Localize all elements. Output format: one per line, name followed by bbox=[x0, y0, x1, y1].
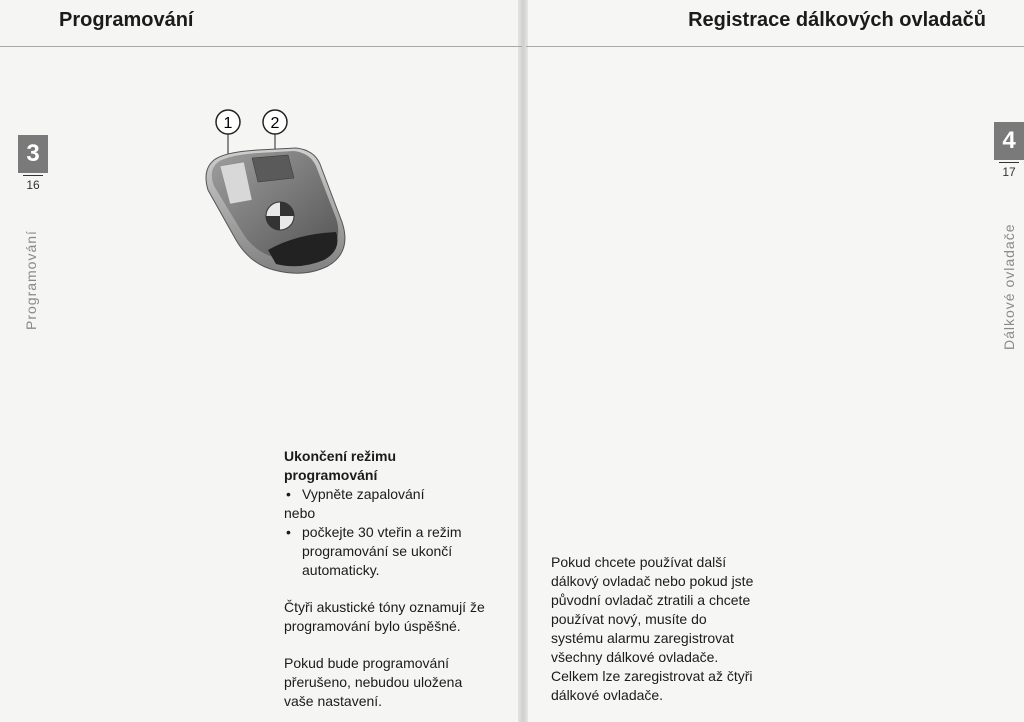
or-text: nebo bbox=[284, 505, 316, 521]
section-heading: Ukončení režimu programování bbox=[284, 448, 397, 483]
success-paragraph: Čtyři akustické tóny oznamují že programování bylo úspěšné. bbox=[284, 599, 485, 634]
left-tab-divider bbox=[23, 175, 43, 176]
registration-paragraph: Pokud chcete používat další dálkový ovladač nebo pokud jste původní ovladač ztratili a chcete používat nový, musíte do systému alarmu zaregistrovat všechny dálkové ovladače. Celkem lze zaregistrovat až čtyři dálkové ovladače. bbox=[551, 554, 754, 703]
right-tab-divider bbox=[999, 162, 1019, 163]
right-page-text bbox=[551, 553, 756, 705]
bullet-item-2: • počkejte 30 vteřin a režim programování se ukončí automaticky. bbox=[284, 523, 482, 580]
interruption-paragraph: Pokud bude programování přerušeno, nebudou uložena vaše nastavení. bbox=[284, 655, 463, 709]
left-page-title: Programování bbox=[59, 9, 194, 31]
left-page-text bbox=[284, 447, 499, 711]
callout-2-marker bbox=[263, 110, 287, 134]
right-page-number: 17 bbox=[1002, 165, 1016, 179]
left-page-number: 16 bbox=[26, 178, 40, 192]
right-chapter-number: 4 bbox=[994, 122, 1024, 160]
left-chapter-tab bbox=[18, 135, 48, 192]
left-header-rule bbox=[0, 46, 522, 47]
left-chapter-number: 3 bbox=[18, 135, 48, 173]
book-gutter bbox=[518, 0, 528, 722]
button-2-icon bbox=[252, 155, 294, 182]
right-chapter-tab bbox=[994, 122, 1024, 179]
remote-key-fob-illustration bbox=[196, 100, 366, 285]
callout-2-label: 2 bbox=[270, 115, 280, 132]
callout-1-marker bbox=[216, 110, 240, 134]
left-side-label: Programování bbox=[23, 230, 39, 330]
right-page-title: Registrace dálkových ovladačů bbox=[688, 9, 986, 31]
right-side-label: Dálkové ovladače bbox=[1001, 223, 1017, 350]
callout-1-label: 1 bbox=[223, 115, 233, 132]
bullet-item-1: • Vypněte zapalování bbox=[284, 485, 499, 504]
right-header-rule bbox=[526, 46, 1024, 47]
